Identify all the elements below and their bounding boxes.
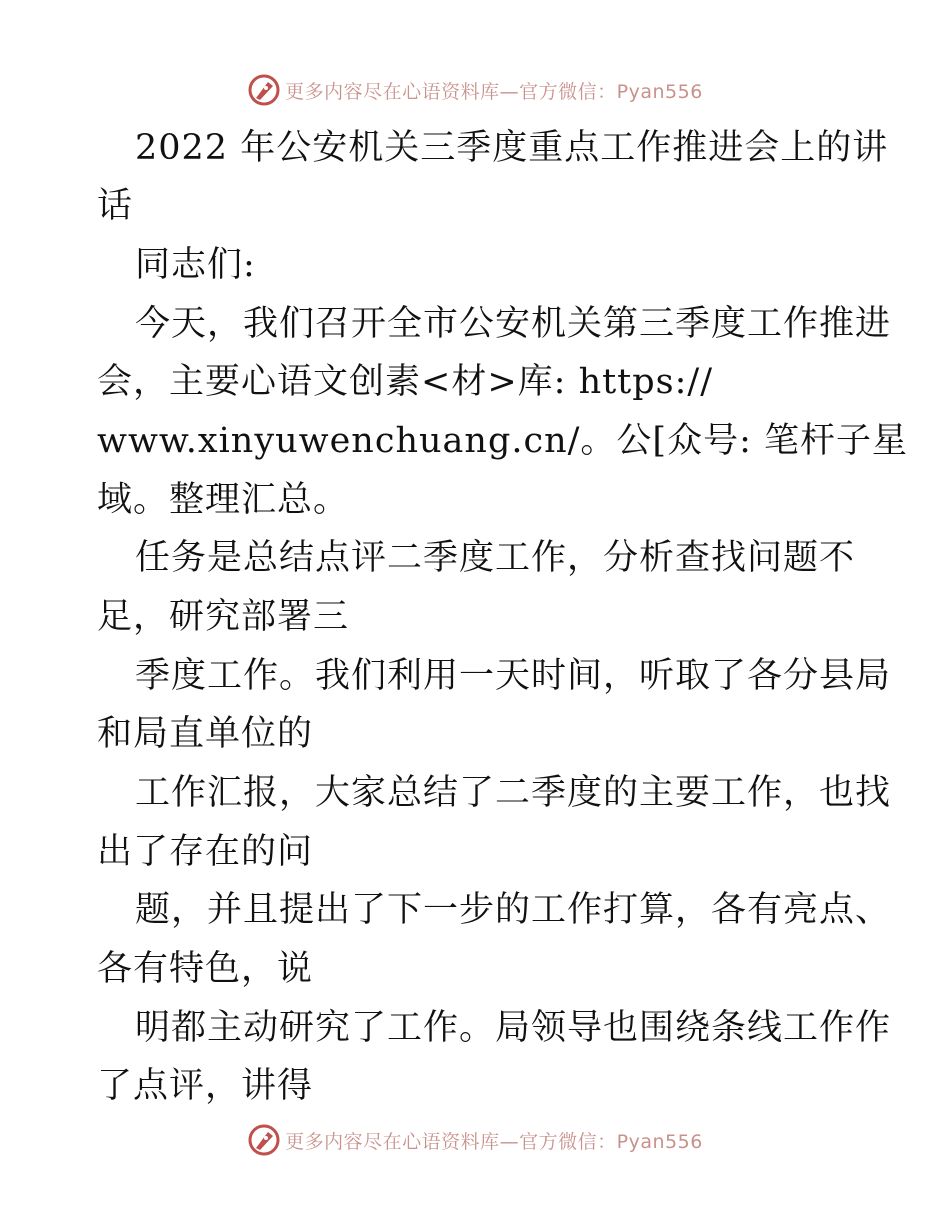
body-line: 任务是总结点评二季度工作，分析查找问题不: [135, 538, 856, 578]
header-banner-text: 更多内容尽在心语资料库—官方微信：Pyan556: [285, 80, 703, 103]
body-line: www.xinyuwenchuang.cn/。公[众号: 笔杆子星: [97, 421, 908, 461]
body-line: 会，主要心语文创素<材>库: https://: [97, 362, 713, 402]
footer-banner: [0, 1120, 950, 1160]
body-line: 明都主动研究了工作。局领导也围绕条线工作作: [135, 1008, 892, 1048]
body-line: 和局直单位的: [97, 714, 314, 754]
body-line: 出了存在的问: [97, 832, 314, 872]
body-line: 各有特色，说: [97, 949, 314, 989]
body-line: 域。整理汇总。: [97, 480, 350, 520]
body-line: 工作汇报，大家总结了二季度的主要工作，也找: [135, 773, 892, 813]
body-line: 题，并且提出了下一步的工作打算，各有亮点、: [135, 890, 892, 930]
pen-nib-seal-icon: [247, 1123, 281, 1157]
salutation: 同志们:: [135, 245, 256, 285]
title-line-2: 话: [97, 186, 134, 226]
body-line: 了点评，讲得: [97, 1066, 314, 1106]
body-line: 今天，我们召开全市公安机关第三季度工作推进: [135, 304, 892, 344]
footer-banner-text: 更多内容尽在心语资料库—官方微信：Pyan556: [285, 1130, 703, 1153]
body-line: 足，研究部署三: [97, 597, 350, 637]
title-line-1: 2022 年公安机关三季度重点工作推进会上的讲: [135, 128, 889, 168]
body-line: 季度工作。我们利用一天时间，听取了各分县局: [135, 656, 892, 696]
